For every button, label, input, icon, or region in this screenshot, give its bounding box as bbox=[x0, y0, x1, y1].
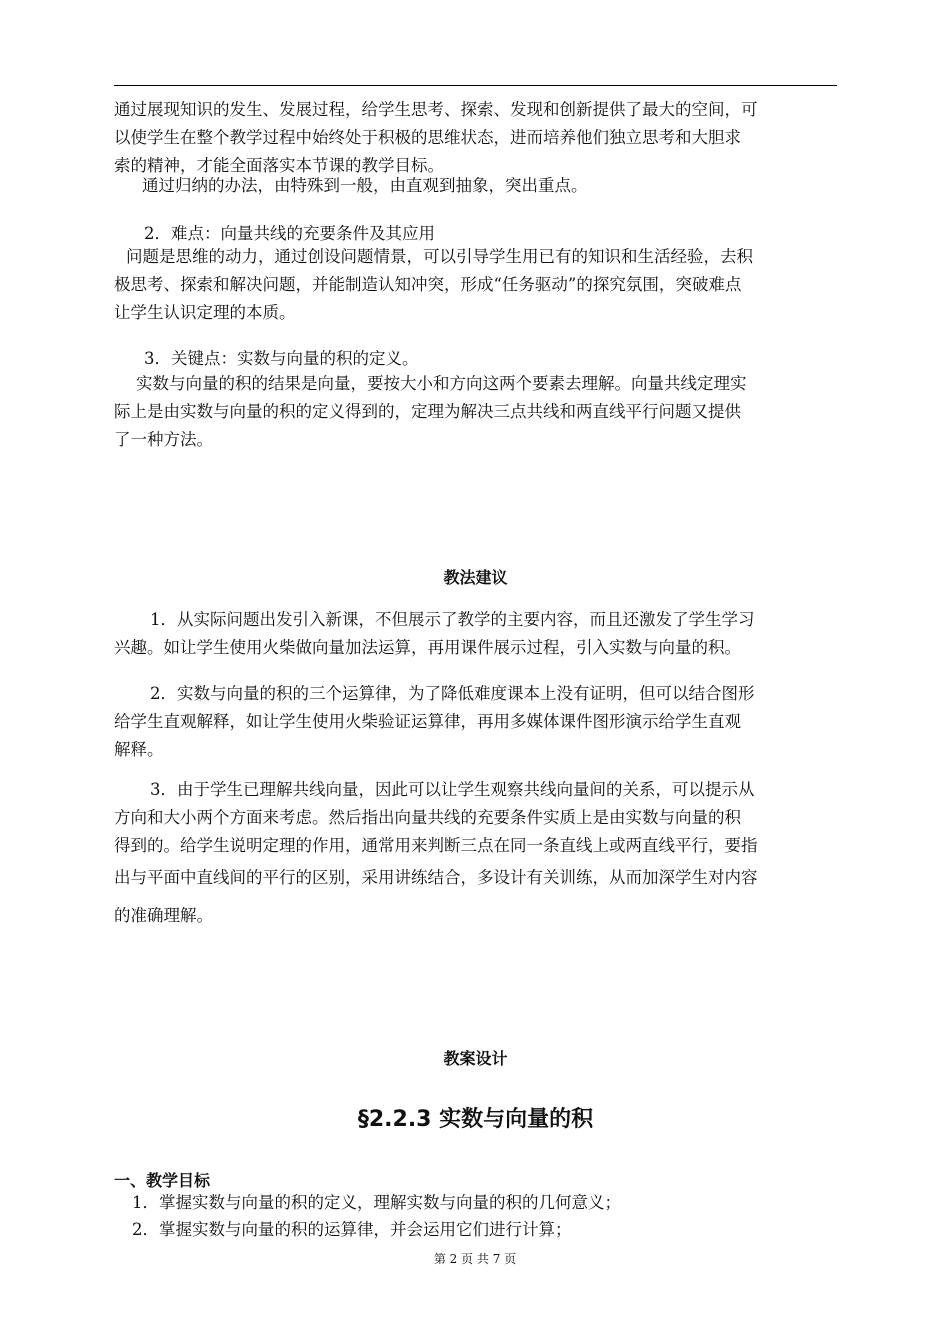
key-point-paragraph bbox=[114, 370, 837, 454]
paragraph-line: 2．实数与向量的积的三个运算律，为了降低难度课本上没有证明，但可以结合图形 bbox=[150, 684, 755, 703]
paragraph-line: 的准确理解。 bbox=[114, 906, 213, 925]
paragraph-line: 1．从实际问题出发引入新课，不但展示了教学的主要内容，而且还激发了学生学习 bbox=[150, 610, 755, 629]
objective-item: 1．掌握实数与向量的积的定义，理解实数与向量的积的几何意义； bbox=[132, 1193, 621, 1212]
paragraph-line: 索的精神，才能全面落实本节课的教学目标。 bbox=[114, 156, 444, 175]
section-heading: 一、教学目标 bbox=[114, 1171, 211, 1190]
paragraph-line: 际上是由实数与向量的积的定义得到的，定理为解决三点共线和两直线平行问题又提供 bbox=[114, 402, 741, 421]
difficulty-paragraph bbox=[114, 243, 837, 327]
difficulty-heading: 2．难点：向量共线的充要条件及其应用 bbox=[144, 224, 435, 243]
paragraph-line: 得到的。给学生说明定理的作用，通常用来判断三点在同一条直线上或两直线平行，要指 bbox=[114, 836, 758, 855]
paragraph-line: 让学生认识定理的本质。 bbox=[114, 303, 296, 322]
suggestion-item-continued bbox=[114, 902, 837, 930]
teaching-suggestions-title: 教法建议 bbox=[443, 568, 508, 587]
paragraph-line: 出与平面中直线间的平行的区别，采用讲练结合，多设计有关训练，从而加深学生对内容 bbox=[114, 868, 758, 887]
paragraph-line: 解释。 bbox=[114, 740, 164, 759]
page-footer: 第 2 页 共 7 页 bbox=[433, 1252, 517, 1266]
lesson-design-title: 教案设计 bbox=[443, 1049, 508, 1068]
suggestion-item bbox=[114, 776, 837, 860]
suggestion-item bbox=[114, 680, 837, 764]
objective-item: 2．掌握实数与向量的积的运算律，并会运用它们进行计算； bbox=[132, 1220, 572, 1239]
key-point-heading: 3．关键点：实数与向量的积的定义。 bbox=[144, 349, 419, 368]
method-line: 通过归纳的办法，由特殊到一般，由直观到抽象，突出重点。 bbox=[142, 176, 588, 195]
paragraph-line: 了一种方法。 bbox=[114, 430, 213, 449]
paragraph-line: 方向和大小两个方面来考虑。然后指出向量共线的充要条件实质上是由实数与向量的积 bbox=[114, 808, 741, 827]
paragraph-line: 实数与向量的积的结果是向量，要按大小和方向这两个要素去理解。向量共线定理实 bbox=[136, 374, 747, 393]
paragraph-line: 以使学生在整个教学过程中始终处于积极的思维状态，进而培养他们独立思考和大胆求 bbox=[114, 128, 741, 147]
header-rule bbox=[114, 85, 837, 86]
suggestion-item-continued bbox=[114, 864, 837, 892]
paragraph-line: 问题是思维的动力，通过创设问题情景，可以引导学生用已有的知识和生活经验，去积 bbox=[126, 247, 753, 266]
paragraph-line: 通过展现知识的发生、发展过程，给学生思考、探索、发现和创新提供了最大的空间，可 bbox=[114, 100, 758, 119]
lesson-title: §2.2.3 实数与向量的积 bbox=[357, 1107, 594, 1132]
intro-paragraph bbox=[114, 96, 837, 180]
objectives-list bbox=[114, 1189, 837, 1243]
paragraph-line: 3．由于学生已理解共线向量，因此可以让学生观察共线向量间的关系，可以提示从 bbox=[150, 780, 755, 799]
paragraph-line: 兴趣。如让学生使用火柴做向量加法运算，再用课件展示过程，引入实数与向量的积。 bbox=[114, 638, 741, 657]
paragraph-line: 给学生直观解释，如让学生使用火柴验证运算律，再用多媒体课件图形演示给学生直观 bbox=[114, 712, 741, 731]
suggestion-item bbox=[114, 606, 837, 662]
paragraph-line: 极思考、探索和解决问题，并能制造认知冲突，形成“任务驱动”的探究氛围，突破难点 bbox=[114, 275, 742, 294]
